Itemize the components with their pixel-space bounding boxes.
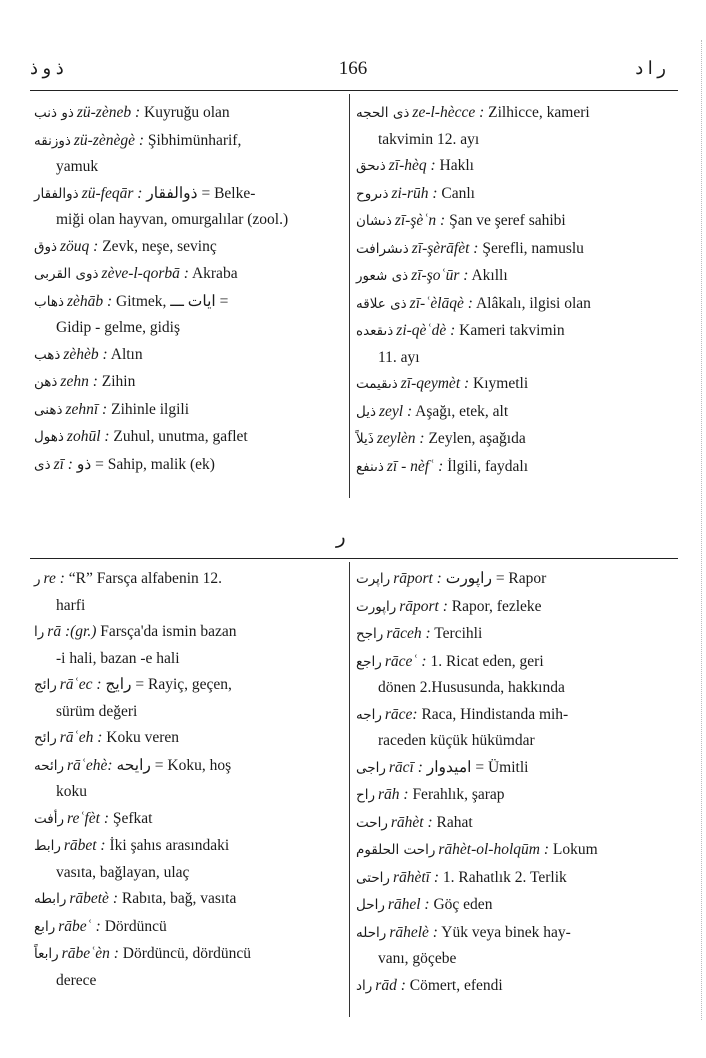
entry-headline xyxy=(356,892,662,919)
entry-continuation: Gidip - gelme, gidiş xyxy=(56,319,180,336)
dictionary-entry xyxy=(356,181,662,208)
entry-definition: Şerefli, namuslu xyxy=(482,239,584,257)
entry-headline xyxy=(356,621,662,648)
entry-arabic: ذىشرافت xyxy=(356,240,409,257)
dictionary-entry xyxy=(356,566,662,593)
entry-definition: Şefkat xyxy=(112,809,153,827)
entry-definition: ذوالفقار = Belke- xyxy=(146,184,256,202)
entry-continuation: yamuk xyxy=(56,158,99,175)
entry-definition: Gitmek, ايات ـــ = xyxy=(116,292,229,310)
entry-arabic: ذوق xyxy=(34,238,58,255)
entry-arabic: ذهاب xyxy=(34,293,64,310)
entry-definition: Zevk, neşe, sevinç xyxy=(102,237,217,255)
entry-transliteration: rāhèt : xyxy=(390,813,433,831)
entry-headline xyxy=(356,291,662,318)
entry-definition: اميدوار = Ümitli xyxy=(426,758,529,776)
page-edge-texture xyxy=(695,40,702,1020)
entry-headline xyxy=(356,100,662,127)
column-divider-bottom xyxy=(349,562,350,1017)
entry-definition: Koku veren xyxy=(106,729,179,746)
entry-definition: Kameri takvimin xyxy=(459,322,565,339)
dictionary-entry xyxy=(34,833,340,885)
entry-definition: Haklı xyxy=(439,157,474,174)
entry-transliteration: zi-qèʿdè : xyxy=(396,322,456,339)
entry-definition: Akıllı xyxy=(471,267,508,284)
entry-transliteration: rābetè : xyxy=(69,890,118,907)
entry-arabic: ذوزنقه xyxy=(34,132,71,149)
entry-definition: 1. Ricat eden, geri xyxy=(430,652,544,670)
entry-arabic: ذهنى xyxy=(34,401,63,418)
entry-transliteration: zeylèn : xyxy=(376,430,425,447)
entry-headline xyxy=(34,424,340,451)
entry-definition: İlgili, faydalı xyxy=(447,457,529,475)
section-letter: ر xyxy=(336,524,346,548)
entry-definition: Aşağı, etek, alt xyxy=(415,402,509,420)
entry-definition: Şibhimünharif, xyxy=(147,131,242,149)
entry-transliteration: rā :(gr.) xyxy=(47,623,97,640)
dictionary-entry xyxy=(34,914,340,941)
dictionary-entry xyxy=(34,234,340,261)
entry-continuation: 11. ayı xyxy=(378,348,420,366)
entry-continuation: koku xyxy=(56,783,87,800)
page-number: 166 xyxy=(338,58,368,79)
entry-transliteration: zī-qeymèt : xyxy=(400,375,470,392)
dictionary-entry xyxy=(34,342,340,369)
entry-arabic: راجى xyxy=(356,759,386,776)
entry-arabic: راحل xyxy=(356,897,385,913)
entry-arabic: ذوالفقار xyxy=(34,185,79,202)
entry-transliteration: zi-rūh : xyxy=(391,184,438,202)
entry-definition: Rahat xyxy=(436,813,473,831)
entry-definition: رايحه = Koku, hoş xyxy=(116,756,232,774)
entry-definition: راپورت = Rapor xyxy=(445,570,547,587)
entry-transliteration: zī-şèrāfèt : xyxy=(411,239,479,257)
entry-transliteration: zī-şèʿn : xyxy=(394,212,446,229)
dictionary-entry xyxy=(34,566,340,618)
entry-definition: Zihin xyxy=(101,373,136,390)
dictionary-entry xyxy=(356,426,662,453)
entry-definition: Zilhicce, kameri xyxy=(488,104,590,121)
dictionary-entry xyxy=(356,865,662,892)
dictionary-entry xyxy=(356,236,662,263)
header-right-guideword: ر ا د xyxy=(635,58,666,78)
entry-arabic: راحله xyxy=(356,924,387,941)
dictionary-entry xyxy=(356,837,662,864)
entry-transliteration: zü-zèneb : xyxy=(76,104,141,121)
entry-transliteration: zī-şoʿūr : xyxy=(411,267,469,284)
entry-transliteration: zī : xyxy=(53,455,73,473)
entry-continuation: takvimin 12. ayı xyxy=(378,130,480,148)
entry-headline xyxy=(356,454,662,481)
dictionary-entry xyxy=(356,153,662,180)
entry-headline xyxy=(34,369,340,396)
entry-headline xyxy=(356,702,662,729)
entry-headline xyxy=(34,342,340,369)
entry-transliteration: rāʿehè: xyxy=(66,756,113,774)
dictionary-entry xyxy=(356,454,662,481)
header-rule xyxy=(30,90,678,91)
dictionary-entry xyxy=(356,621,662,648)
entry-arabic: ذىنفع xyxy=(356,458,384,475)
dictionary-entry xyxy=(356,291,662,318)
entry-transliteration: rāhel : xyxy=(387,896,430,913)
entry-arabic: رابع xyxy=(34,918,56,935)
dictionary-entry xyxy=(356,318,662,370)
entry-arabic: راجح xyxy=(356,626,384,642)
entry-headline xyxy=(34,753,340,780)
entry-headline xyxy=(356,782,662,809)
entry-arabic: ر xyxy=(34,571,41,587)
entry-definition: Dördüncü xyxy=(104,917,167,935)
entry-arabic: ذى الحجه xyxy=(356,105,410,121)
entry-arabic: ذيل xyxy=(356,403,376,420)
dictionary-entry xyxy=(34,100,340,127)
entry-definition: “R” Farsça alfabenin 12. xyxy=(68,570,222,587)
entry-transliteration: zèhèb : xyxy=(63,345,108,363)
header-left-guideword: ذ و ذ xyxy=(30,58,64,78)
dictionary-entry xyxy=(356,920,662,972)
entry-transliteration: rāʿeh : xyxy=(59,729,103,746)
entry-headline xyxy=(356,810,662,837)
dictionary-entry xyxy=(34,452,340,479)
entry-headline xyxy=(34,833,340,860)
dictionary-entry xyxy=(356,892,662,919)
entry-arabic: ذىقعده xyxy=(356,323,394,339)
entry-transliteration: rāceʿ : xyxy=(384,652,427,670)
dictionary-entry xyxy=(34,289,340,341)
entry-transliteration: zohūl : xyxy=(66,428,110,445)
entry-definition: Rabıta, bağ, vasıta xyxy=(121,890,237,907)
entry-headline xyxy=(356,920,662,947)
entry-definition: Ferahlık, şarap xyxy=(412,786,505,803)
entry-continuation: vanı, göçebe xyxy=(378,950,457,967)
entry-definition: İki şahıs arasındaki xyxy=(109,837,230,854)
entry-arabic: ذى علاقه xyxy=(356,295,407,312)
entry-definition: Dördüncü, dördüncü xyxy=(122,945,252,962)
entry-definition: Zeylen, aşağıda xyxy=(428,430,526,447)
dictionary-entry xyxy=(34,672,340,724)
entry-headline xyxy=(356,181,662,208)
bottom-right-column xyxy=(356,566,662,1000)
entry-transliteration: zü-feqār : xyxy=(81,184,143,202)
entry-headline xyxy=(356,318,662,345)
entry-arabic: راحت xyxy=(356,814,388,831)
entry-headline xyxy=(34,397,340,424)
entry-definition: Şan ve şeref sahibi xyxy=(449,212,566,229)
entry-definition: Altın xyxy=(110,345,143,363)
entry-definition: Akraba xyxy=(191,265,238,282)
entry-arabic: رابط xyxy=(34,838,61,854)
page-header xyxy=(30,58,676,84)
entry-headline xyxy=(34,672,340,699)
entry-definition: Cömert, efendi xyxy=(409,976,503,994)
dictionary-entry xyxy=(34,941,340,993)
dictionary-entry xyxy=(34,424,340,451)
entry-headline xyxy=(34,181,340,208)
entry-headline xyxy=(34,914,340,941)
dictionary-entry xyxy=(356,973,662,1000)
entry-headline xyxy=(356,837,662,864)
dictionary-entry xyxy=(356,782,662,809)
entry-transliteration: ze-l-hècce : xyxy=(412,104,485,121)
dictionary-entry xyxy=(356,100,662,152)
top-left-column xyxy=(34,100,340,479)
entry-arabic: راجع xyxy=(356,653,382,670)
entry-arabic: راپورت xyxy=(356,598,397,615)
dictionary-entry xyxy=(34,753,340,805)
entry-transliteration: rāʿec : xyxy=(59,676,102,693)
entry-transliteration: zeyl : xyxy=(379,402,413,420)
entry-headline xyxy=(34,289,340,316)
entry-arabic: ذىروح xyxy=(356,185,389,202)
entry-headline xyxy=(34,261,340,288)
entry-definition: Kıymetli xyxy=(473,375,529,392)
entry-definition: Zuhul, unutma, gaflet xyxy=(113,428,248,445)
entry-headline xyxy=(356,594,662,621)
entry-arabic: رابطه xyxy=(34,891,67,907)
entry-continuation: dönen 2.Hususunda, hakkında xyxy=(378,679,565,696)
entry-arabic: راد xyxy=(356,977,373,994)
entry-arabic: ذهول xyxy=(34,429,64,445)
entry-transliteration: zī - nèfʿ : xyxy=(386,457,444,475)
entry-headline xyxy=(34,100,340,127)
entry-arabic: ذى شعور xyxy=(356,268,409,284)
entry-transliteration: re : xyxy=(43,570,65,587)
dictionary-entry xyxy=(356,594,662,621)
entry-transliteration: zī-hèq : xyxy=(388,157,436,174)
entry-definition: Farsça'da ismin bazan xyxy=(100,623,237,640)
entry-arabic: راح xyxy=(356,787,375,803)
entry-arabic: را xyxy=(34,624,45,640)
entry-headline xyxy=(356,153,662,180)
bottom-left-column xyxy=(34,566,340,994)
entry-arabic: راپرت xyxy=(356,571,391,587)
section-rule xyxy=(30,558,678,559)
entry-headline xyxy=(34,234,340,261)
column-divider-top xyxy=(349,94,350,498)
entry-headline xyxy=(356,755,662,782)
entry-transliteration: rāport : xyxy=(399,597,448,615)
dictionary-entry xyxy=(356,702,662,754)
dictionary-entry xyxy=(356,399,662,426)
entry-continuation: derece xyxy=(56,971,97,989)
entry-transliteration: reʿfèt : xyxy=(66,809,110,827)
entry-definition: Tercihli xyxy=(434,625,483,642)
entry-arabic: راحتى xyxy=(356,869,390,886)
dictionary-entry xyxy=(356,263,662,290)
entry-definition: Zihinle ilgili xyxy=(111,400,190,418)
entry-continuation: sürüm değeri xyxy=(56,702,138,720)
entry-transliteration: zöuq : xyxy=(60,237,99,255)
entry-headline xyxy=(356,371,662,398)
entry-transliteration: rācī : xyxy=(388,758,423,776)
entry-transliteration: rābeʿèn : xyxy=(61,945,119,962)
entry-transliteration: zève-l-qorbā : xyxy=(101,265,189,282)
entry-definition: Lokum xyxy=(552,841,598,858)
entry-arabic: رائج xyxy=(34,677,57,693)
entry-transliteration: zī-ʿèlāqè : xyxy=(409,294,473,312)
entry-definition: رايج = Rayiç, geçen, xyxy=(105,676,232,693)
entry-arabic: ذَيلاً xyxy=(356,431,374,447)
dictionary-entry xyxy=(356,755,662,782)
entry-continuation: miği olan hayvan, omurgalılar (zool.) xyxy=(56,211,289,228)
entry-headline xyxy=(356,236,662,263)
entry-arabic: راحت الحلقوم xyxy=(356,842,436,858)
entry-arabic: رائحه xyxy=(34,757,64,774)
dictionary-entry xyxy=(34,369,340,396)
entry-definition: Yük veya binek hay- xyxy=(441,923,571,941)
entry-continuation: vasıta, bağlayan, ulaç xyxy=(56,863,190,881)
dictionary-entry xyxy=(34,261,340,288)
entry-transliteration: rād : xyxy=(375,976,406,994)
entry-headline xyxy=(356,426,662,453)
entry-headline xyxy=(34,725,340,752)
entry-arabic: ذى xyxy=(34,456,51,473)
entry-transliteration: rāh : xyxy=(377,786,409,803)
dictionary-entry xyxy=(34,806,340,833)
entry-headline xyxy=(356,566,662,593)
entry-arabic: ذوى القربى xyxy=(34,266,99,282)
entry-transliteration: zü-zènègè : xyxy=(73,131,145,149)
entry-definition: ذو = Sahip, malik (ek) xyxy=(76,455,215,473)
entry-transliteration: rāport : xyxy=(393,570,442,587)
entry-arabic: راجه xyxy=(356,706,382,723)
entry-headline xyxy=(34,452,340,479)
dictionary-entry xyxy=(34,619,340,671)
dictionary-entry xyxy=(34,725,340,752)
entry-arabic: ذهب xyxy=(34,346,61,363)
dictionary-entry xyxy=(34,128,340,180)
entry-transliteration: rāhelè : xyxy=(389,923,438,941)
top-right-column xyxy=(356,100,662,481)
entry-headline xyxy=(34,806,340,833)
entry-headline xyxy=(34,886,340,913)
dictionary-entry xyxy=(356,371,662,398)
entry-transliteration: zehnī : xyxy=(65,400,108,418)
dictionary-entry xyxy=(356,810,662,837)
entry-continuation: harfi xyxy=(56,596,86,614)
entry-headline xyxy=(356,973,662,1000)
entry-arabic: ذىشان xyxy=(356,213,392,229)
entry-arabic: ذو ذنب xyxy=(34,105,74,121)
entry-headline xyxy=(356,649,662,676)
entry-headline xyxy=(356,399,662,426)
entry-arabic: ذهن xyxy=(34,374,58,390)
dictionary-entry xyxy=(34,181,340,233)
entry-arabic: ذىقيمت xyxy=(356,376,398,392)
entry-headline xyxy=(34,619,340,646)
entry-arabic: ذىحق xyxy=(356,158,386,174)
entry-headline xyxy=(356,263,662,290)
entry-transliteration: rāceh : xyxy=(386,625,431,642)
entry-definition: Canlı xyxy=(441,184,475,202)
entry-transliteration: zehn : xyxy=(60,373,98,390)
entry-transliteration: rāhèt-ol-holqūm : xyxy=(438,841,550,858)
entry-headline xyxy=(34,566,340,593)
entry-transliteration: rābet : xyxy=(63,837,106,854)
entry-definition: Göç eden xyxy=(433,896,493,913)
entry-headline xyxy=(356,865,662,892)
entry-definition: Alâkalı, ilgisi olan xyxy=(475,294,591,312)
entry-definition: Raca, Hindistanda mih- xyxy=(421,705,569,723)
entry-headline xyxy=(34,128,340,155)
entry-definition: Rapor, fezleke xyxy=(451,597,542,615)
entry-definition: Kuyruğu olan xyxy=(144,104,230,121)
entry-headline xyxy=(34,941,340,968)
entry-transliteration: rāce: xyxy=(384,705,418,723)
entry-transliteration: rābeʿ : xyxy=(58,917,101,935)
entry-transliteration: rāhètī : xyxy=(392,868,440,886)
entry-definition: 1. Rahatlık 2. Terlik xyxy=(442,868,567,886)
entry-arabic: رأفت xyxy=(34,810,64,827)
entry-transliteration: zèhāb : xyxy=(66,292,113,310)
entry-arabic: رابعاً xyxy=(34,946,59,962)
dictionary-entry xyxy=(34,886,340,913)
entry-continuation: -i hali, bazan -e hali xyxy=(56,649,180,667)
dictionary-entry xyxy=(356,208,662,235)
dictionary-entry xyxy=(356,649,662,701)
entry-headline xyxy=(356,208,662,235)
entry-continuation: raceden küçük hükümdar xyxy=(378,732,535,749)
entry-arabic: رائح xyxy=(34,730,57,746)
dictionary-entry xyxy=(34,397,340,424)
